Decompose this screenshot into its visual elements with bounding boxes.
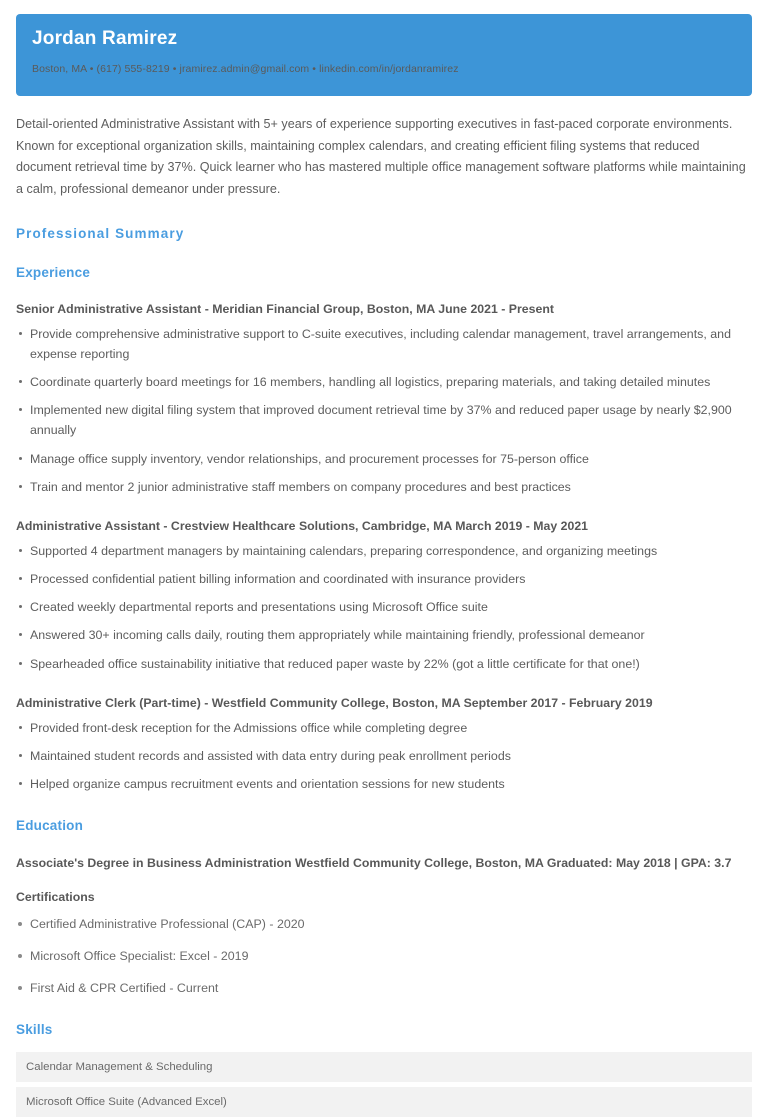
- list-item: Answered 30+ incoming calls daily, routing them appropriately while maintaining friendly, professional demeanor: [16, 625, 752, 645]
- experience-bullet-list: [16, 324, 752, 497]
- list-item: Provide comprehensive administrative support to C-suite executives, including calendar management, travel arrangements, and expense reporting: [16, 324, 752, 364]
- list-item: Spearheaded office sustainability initiative that reduced paper waste by 22% (got a little certificate for that one!): [16, 654, 752, 674]
- section-heading-professional-summary: Professional Summary: [16, 225, 185, 241]
- list-item: Created weekly departmental reports and presentations using Microsoft Office suite: [16, 597, 752, 617]
- section-heading-education: Education: [16, 818, 84, 834]
- certifications-list: [16, 915, 752, 999]
- resume-header-banner: [16, 14, 752, 96]
- certifications-heading: Certifications: [16, 889, 95, 904]
- contact-info-line: Boston, MA • (617) 555-8219 • jramirez.admin@gmail.com • linkedin.com/in/jordanramirez: [32, 62, 459, 75]
- experience-bullet-list: [16, 718, 752, 794]
- list-item: Coordinate quarterly board meetings for 16 members, handling all logistics, preparing materials, and taking detailed minutes: [16, 372, 752, 392]
- skill-bar: Microsoft Office Suite (Advanced Excel): [16, 1087, 752, 1117]
- candidate-name: Jordan Ramirez: [32, 28, 178, 49]
- list-item: Certified Administrative Professional (CAP) - 2020: [16, 915, 752, 935]
- list-item: First Aid & CPR Certified - Current: [16, 979, 752, 999]
- list-item: Implemented new digital filing system that improved document retrieval time by 37% and reduced paper usage by nearly $2,900 annually: [16, 400, 752, 440]
- list-item: Microsoft Office Specialist: Excel - 2019: [16, 947, 752, 967]
- experience-entry-title: Administrative Clerk (Part-time) - Westfield Community College, Boston, MA September 2017 - February 2019: [16, 695, 653, 710]
- list-item: Provided front-desk reception for the Admissions office while completing degree: [16, 718, 752, 738]
- skills-list: [16, 1052, 752, 1117]
- experience-bullet-list: [16, 541, 752, 673]
- list-item: Processed confidential patient billing information and coordinated with insurance providers: [16, 569, 752, 589]
- list-item: Train and mentor 2 junior administrative staff members on company procedures and best practices: [16, 477, 752, 497]
- list-item: Supported 4 department managers by maintaining calendars, preparing correspondence, and organizing meetings: [16, 541, 752, 561]
- education-degree-line: Associate's Degree in Business Administration Westfield Community College, Boston, MA Graduated: May 2018 | GPA: 3.7: [16, 856, 732, 871]
- skill-bar: Calendar Management & Scheduling: [16, 1052, 752, 1082]
- resume-page: [0, 14, 768, 1108]
- section-heading-skills: Skills: [16, 1021, 53, 1037]
- list-item: Manage office supply inventory, vendor relationships, and procurement processes for 75-person office: [16, 449, 752, 469]
- list-item: Helped organize campus recruitment events and orientation sessions for new students: [16, 774, 752, 794]
- experience-entry-title: Administrative Assistant - Crestview Healthcare Solutions, Cambridge, MA March 2019 - May 2021: [16, 518, 589, 533]
- section-heading-experience: Experience: [16, 264, 91, 280]
- list-item: Maintained student records and assisted with data entry during peak enrollment periods: [16, 746, 752, 766]
- summary-paragraph: Detail-oriented Administrative Assistant with 5+ years of experience supporting executives in fast-paced corporate environments. Known for exceptional organization skills, maintaining complex calendars, and creating efficient filing systems that reduced document retrieval time by 37%. Quick learner who has mastered multiple office management software platforms while maintaining a calm, professional demeanor under pressure.: [16, 117, 746, 196]
- experience-entry-title: Senior Administrative Assistant - Meridian Financial Group, Boston, MA June 2021 - Present: [16, 301, 554, 316]
